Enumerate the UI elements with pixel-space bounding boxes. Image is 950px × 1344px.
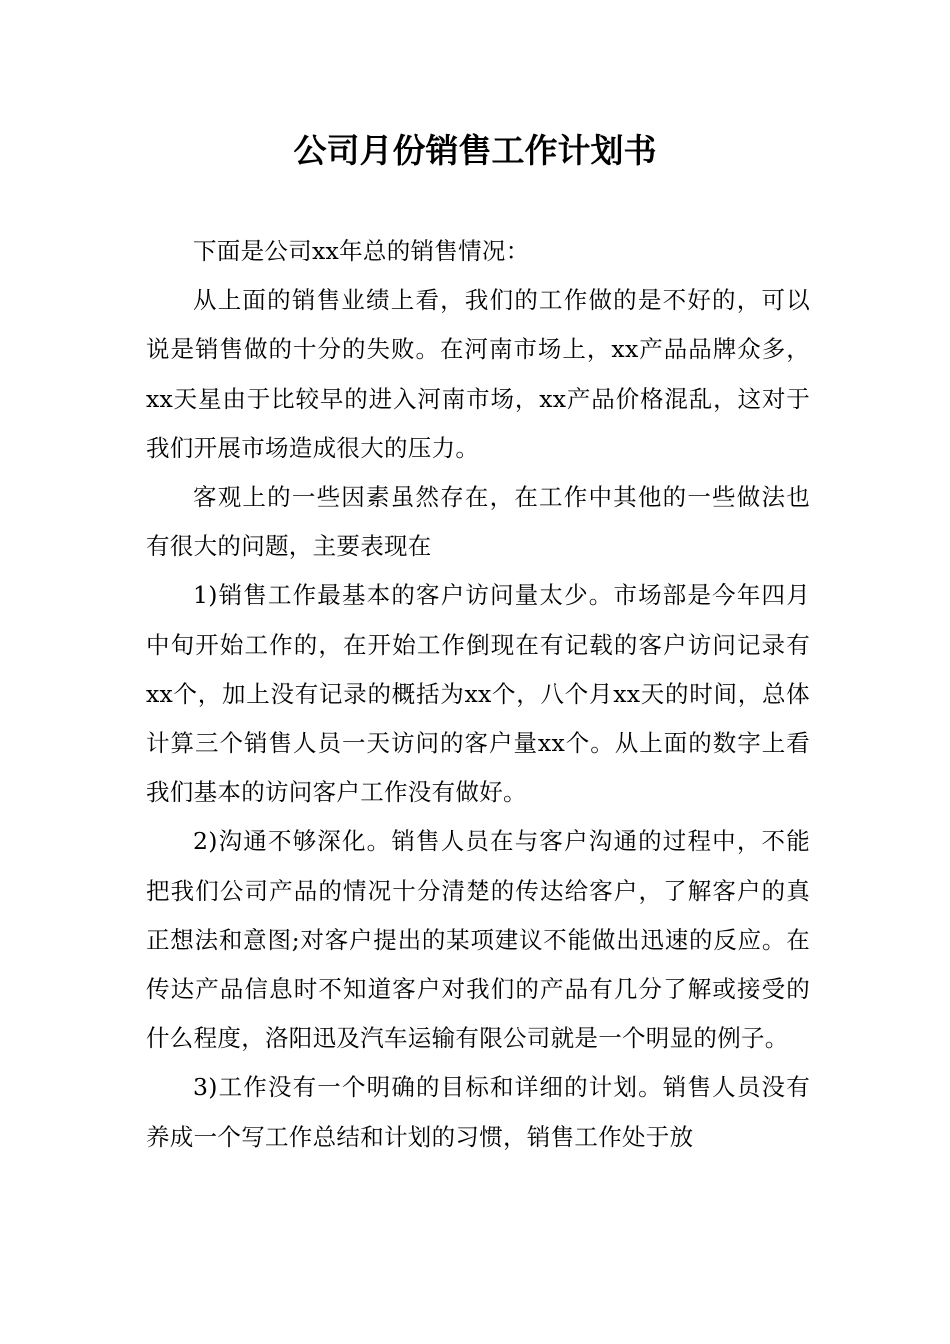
paragraph-point-1: 1)销售工作最基本的客户访问量太少。市场部是今年四月中旬开始工作的，在开始工作倒现在有记载的客户访问记录有xx个，加上没有记录的概括为xx个，八个月xx天的时间，总体计算三个销售人员一天访问的客户量xx个。从上面的数字上看我们基本的访问客户工作没有做好。	[146, 581, 810, 807]
paragraph-sales-summary: 下面是公司xx年总的销售情况：	[193, 237, 530, 265]
paragraph-point-3: 3)工作没有一个明确的目标和详细的计划。销售人员没有养成一个写工作总结和计划的习惯，销售工作处于放	[146, 1073, 810, 1151]
paragraph-performance: 从上面的销售业绩上看，我们的工作做的是不好的，可以说是销售做的十分的失败。在河南市场上，xx产品品牌众多，xx天星由于比较早的进入河南市场，xx产品价格混乱，这对于我们开展市场造成很大的压力。	[146, 286, 810, 462]
paragraph-point-2: 2)沟通不够深化。销售人员在与客户沟通的过程中，不能把我们公司产品的情况十分清楚的传达给客户，了解客户的真正想法和意图;对客户提出的某项建议不能做出迅速的反应。在传达产品信息时不知道客户对我们的产品有几分了解或接受的什么程度，洛阳迅及汽车运输有限公司就是一个明显的例子。	[146, 827, 810, 1053]
document-body	[146, 227, 810, 1162]
paragraph-problems-intro: 客观上的一些因素虽然存在，在工作中其他的一些做法也有很大的问题，主要表现在	[146, 483, 810, 561]
document-title: 公司月份销售工作计划书	[293, 131, 657, 170]
